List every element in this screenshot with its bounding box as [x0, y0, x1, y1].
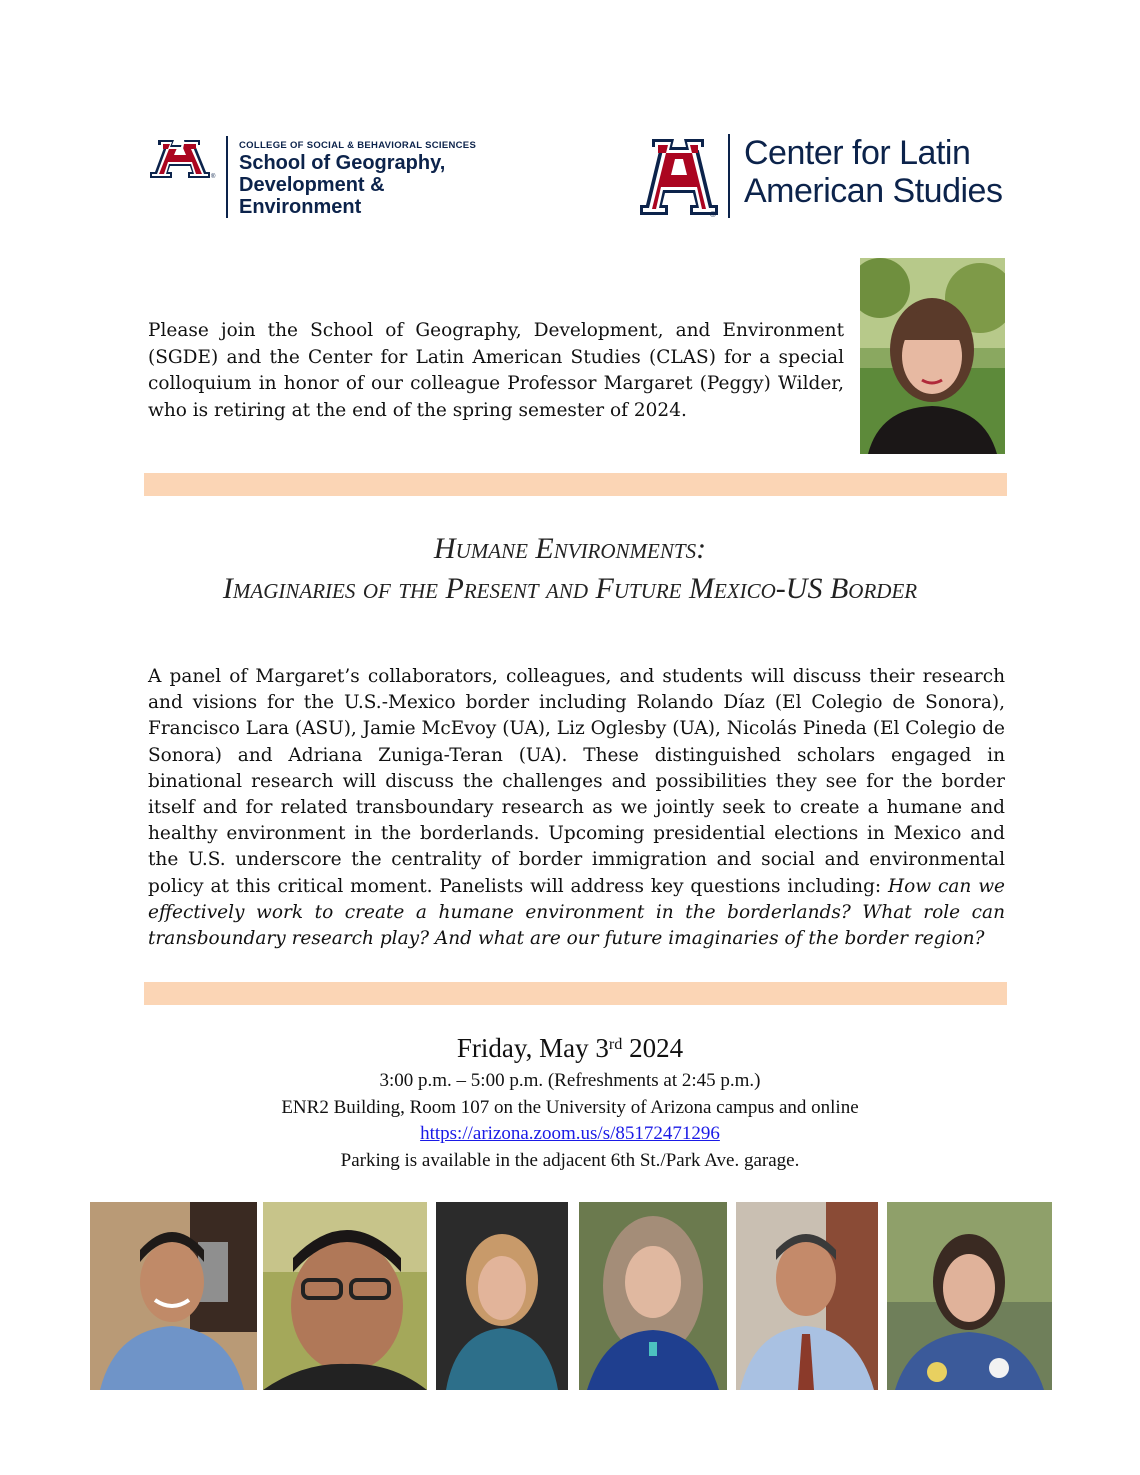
panelist-photo-5	[736, 1202, 878, 1390]
honoree-portrait	[860, 258, 1005, 454]
sgde-college-name: COLLEGE OF SOCIAL & BEHAVIORAL SCIENCES	[239, 140, 477, 151]
panelist-photo-4	[579, 1202, 727, 1390]
divider-band	[144, 473, 1007, 496]
panel-description	[148, 664, 1005, 952]
sgde-name-line-1: School of Geography,	[239, 152, 446, 174]
university-block-a-icon	[148, 136, 216, 180]
clas-name-line-2: American Studies	[744, 172, 1003, 210]
divider-band	[144, 982, 1007, 1005]
panelist-photo-2	[263, 1202, 427, 1390]
intro-paragraph: Please join the School of Geography, Development, and Environment (SGDE) and the Center for Latin American Studies (CLAS) for a special colloquium in honor of our colleague Professor Margaret (Peggy) Wilder, who is retiring at the end of the spring semester of 2024.	[148, 320, 844, 421]
event-parking: Parking is available in the adjacent 6th St./Park Ave. garage.	[340, 1150, 800, 1171]
clas-name-line-1: Center for Latin	[744, 134, 971, 172]
sgde-name-line-2: Development &	[239, 174, 385, 196]
panel-key-questions: How can we effectively work to create a humane environment in the borderlands? What role can transboundary research play? And what are our future imaginaries of the border region?	[148, 875, 1005, 950]
panelist-photo-1	[90, 1202, 257, 1390]
svg-text:®: ®	[710, 210, 716, 217]
event-date	[0, 1033, 1140, 1064]
event-location: ENR2 Building, Room 107 on the University of Arizona campus and online	[281, 1097, 859, 1118]
panel-description-text: A panel of Margaret’s collaborators, colleagues, and students will discuss their research and visions for the U.S.-Mexico border including Rolando Díaz (El Colegio de Sonora), Francisco Lara (ASU), Jamie McEvoy (UA), Liz Oglesby (UA), Nicolás Pineda (El Colegio de Sonora) and Adriana Zuniga-Teran (UA). These distinguished scholars engaged in binational research will discuss the challenges and possibilities they see for the border itself and for related transboundary research as we jointly seek to create a humane and healthy environment in the borderlands. Upcoming presidential elections in Mexico and the U.S. underscore the centrality of border immigration and social and environmental policy at this critical moment. Panelists will address key questions including:	[148, 666, 1005, 897]
event-date-year: 2024	[622, 1033, 684, 1063]
event-time: 3:00 p.m. – 5:00 p.m. (Refreshments at 2:45 p.m.)	[379, 1070, 761, 1091]
logo-divider	[226, 136, 228, 218]
event-link-row	[0, 1123, 1140, 1145]
event-date-day: Friday, May 3	[456, 1033, 609, 1063]
logo-divider	[728, 134, 730, 218]
sgde-name-line-3: Environment	[239, 196, 362, 218]
panelist-photo-6	[887, 1202, 1052, 1390]
event-date-ordinal: rd	[608, 1035, 623, 1053]
title-line-2: Imaginaries of the Present and Future Mexico-US Border	[222, 572, 918, 605]
zoom-link[interactable]: https://arizona.zoom.us/s/85172471296	[420, 1123, 720, 1144]
university-block-a-icon	[638, 137, 720, 217]
title-line-1: Humane Environments:	[433, 532, 707, 565]
panelist-photo-3	[436, 1202, 568, 1390]
svg-text:®: ®	[211, 174, 216, 180]
